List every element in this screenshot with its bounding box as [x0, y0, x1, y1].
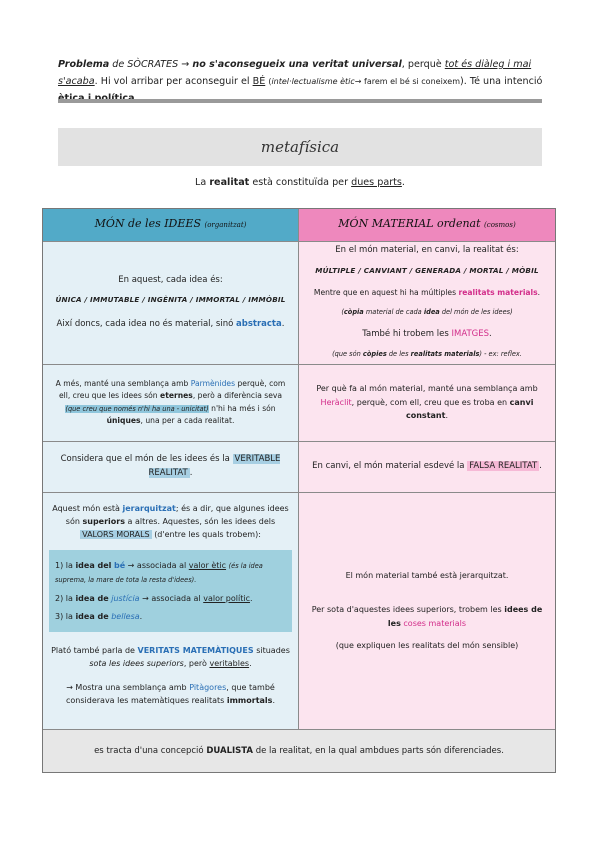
comparison-table — [42, 208, 556, 773]
text: realitats materials — [458, 288, 538, 297]
cell-material-caracteristiques — [299, 242, 555, 364]
header-mon-idees — [43, 209, 299, 241]
text: veritables — [209, 658, 250, 668]
text: . Hi vol arribar per aconseguir el — [94, 76, 250, 87]
text: → — [127, 560, 135, 570]
text: . — [401, 177, 405, 188]
text: (que expliquen les realitats del món sensible) — [335, 641, 519, 650]
text: , però — [183, 658, 207, 668]
text: En canvi, el món material esdevé la — [312, 460, 465, 471]
text: coses materials — [403, 618, 467, 628]
text: ( — [341, 307, 344, 316]
text: es tracta d'una concepció — [94, 745, 204, 756]
text: idea — [423, 307, 440, 316]
text: (d'entre les quals trobem): — [154, 529, 261, 539]
text: de la realitat, en la qual ambdues parts són diferenciades. — [255, 745, 504, 756]
text: valor ètic — [188, 560, 227, 570]
cell-material-jerarquia — [299, 493, 555, 729]
text: . — [249, 593, 253, 603]
intro-problema: Problema — [58, 59, 110, 70]
text: (cosmos) — [484, 221, 516, 229]
text: ). Té una intenció — [460, 76, 543, 87]
text: està constituïda per — [252, 177, 349, 188]
text: 3) la — [55, 611, 73, 621]
subtitle — [58, 177, 542, 188]
text: Així doncs, cada idea no és material, sinó — [56, 318, 234, 329]
text: . — [272, 695, 275, 705]
text: Aquest món està — [52, 503, 120, 513]
text: abstracta — [236, 318, 282, 329]
text: La — [195, 177, 207, 188]
text: farem el bé si coneixem — [364, 77, 460, 86]
text: ) - ex: reflex. — [479, 349, 522, 358]
text: idea del — [75, 560, 112, 570]
text: VALORS MORALS — [82, 529, 150, 539]
text: Parmènides — [190, 378, 236, 388]
text: jerarquitzat — [122, 503, 176, 513]
text: . — [537, 288, 541, 297]
text: També hi trobem les — [362, 329, 449, 339]
cell-idees-parmenides — [43, 365, 299, 441]
row-caracteristiques — [43, 241, 555, 364]
text: , que també considerava les matemàtiques realitats — [66, 682, 275, 705]
intro-socrates: de SÒCRATES — [112, 59, 179, 70]
text: MÓN de les IDEES — [94, 217, 201, 230]
text: (que creu que només n'hi ha una - unicitat) — [65, 404, 209, 413]
text: Per què fa al món material, manté una semblança amb — [316, 384, 538, 394]
arrow: → — [354, 77, 362, 86]
text: A més, manté una semblança amb — [55, 378, 189, 388]
text: 1) la — [55, 560, 73, 570]
text: (organitzat) — [204, 221, 247, 229]
text: . — [139, 611, 143, 621]
text: realitats materials — [410, 349, 480, 358]
text: (és la idea suprema, la mare de tota la resta d'idees). — [55, 561, 263, 584]
text: canvi constant — [406, 397, 534, 421]
text: justícia — [111, 593, 140, 603]
text: situades — [256, 645, 290, 655]
text: , però a diferència seva — [192, 391, 283, 400]
text: MÓN MATERIAL ordenat — [338, 217, 481, 230]
cell-falsa-realitat — [299, 442, 555, 492]
text: → Mostra una semblança amb — [66, 682, 187, 692]
text: eternes — [160, 391, 193, 400]
text: MÚLTIPLE / CANVIANT / GENERADA / MORTAL / MÒBIL — [315, 265, 539, 275]
text: , perquè — [401, 59, 442, 70]
text: . — [249, 658, 252, 668]
text: associada al — [136, 560, 187, 570]
text: sota les idees superiors — [89, 658, 184, 668]
text: El món material també està jerarquitzat. — [345, 570, 509, 580]
text: a altres. Aquestes, són les idees dels — [127, 516, 276, 526]
text: valor polític — [203, 593, 250, 603]
cell-idees-caracteristiques — [43, 242, 299, 364]
text: . — [281, 318, 285, 329]
text: bé — [113, 560, 126, 570]
text: ÚNICA / IMMUTABLE / INGÈNITA / IMMORTAL / IMMÒBIL — [55, 295, 286, 305]
intro-no-veritat: no s'aconsegueix una veritat universal — [192, 59, 402, 70]
cell-veritable-realitat — [43, 442, 299, 492]
footer-dualista — [43, 729, 555, 772]
text: VERITABLE REALITAT — [148, 454, 281, 478]
text: . — [189, 467, 193, 478]
text: . — [539, 460, 542, 471]
text: FALSA REALITAT — [469, 460, 538, 471]
text: n'hi ha més i són — [211, 403, 276, 413]
text: IMATGES — [451, 329, 490, 339]
text: idees de les — [387, 605, 543, 628]
intro-intellectualisme: intel·lectualisme ètic — [271, 77, 355, 86]
header-mon-material — [299, 209, 555, 241]
text: idea de — [75, 611, 109, 621]
text: material de cada — [365, 307, 422, 316]
arrow: → — [181, 59, 190, 70]
text: ( — [268, 77, 272, 86]
text: de les — [388, 349, 409, 358]
text: Pitàgores — [189, 682, 227, 692]
divider — [58, 99, 542, 103]
banner-title: metafísica — [260, 138, 340, 156]
text: úniques — [106, 416, 141, 425]
text: Heràclit — [320, 397, 352, 407]
intro-be: BÉ — [252, 76, 266, 87]
text: → — [142, 593, 149, 603]
header-row — [43, 209, 555, 241]
text: (que són — [332, 349, 361, 358]
text: En el món material, en canvi, la realitat és: — [335, 245, 519, 255]
text: DUALISTA — [206, 745, 254, 756]
metafisica-banner — [58, 128, 542, 166]
text: còpia — [343, 307, 364, 316]
text: immortals — [226, 695, 273, 705]
text: 2) la — [55, 593, 73, 603]
text: ; és a dir, que algunes idees són — [65, 503, 289, 526]
text: associada al — [151, 593, 201, 603]
valors-morals-box — [49, 550, 292, 632]
text: còpies — [362, 349, 387, 358]
text: VERITATS MATEMÀTIQUES — [137, 645, 254, 655]
text: Plató també parla de — [51, 645, 135, 655]
text: , perquè, com ell, creu que es troba en — [351, 397, 508, 407]
text: Per sota d'aquestes idees superiors, trobem les — [311, 605, 502, 614]
text: dues parts — [351, 177, 402, 188]
text: Considera que el món de les idees és la — [60, 454, 230, 464]
cell-material-heraclit — [299, 365, 555, 441]
text: , una per a cada realitat. — [140, 416, 235, 425]
text: superiors — [82, 516, 125, 526]
text: En aquest, cada idea és: — [118, 274, 223, 285]
text: del món de les idees) — [441, 307, 513, 316]
row-realitat — [43, 441, 555, 492]
row-jerarquia — [43, 492, 555, 729]
text: idea de — [75, 593, 109, 603]
text: bellesa — [111, 611, 140, 621]
text: Mentre que en aquest hi ha múltiples — [313, 288, 457, 297]
text: . — [445, 411, 448, 421]
row-semblanca — [43, 364, 555, 441]
text: perquè, com ell, creu que les idees són — [58, 378, 286, 400]
intro-dialeg: tot és diàleg i mai s'acaba — [58, 59, 532, 87]
text: . — [489, 329, 492, 339]
cell-idees-jerarquia — [43, 493, 299, 729]
text: realitat — [209, 177, 250, 188]
